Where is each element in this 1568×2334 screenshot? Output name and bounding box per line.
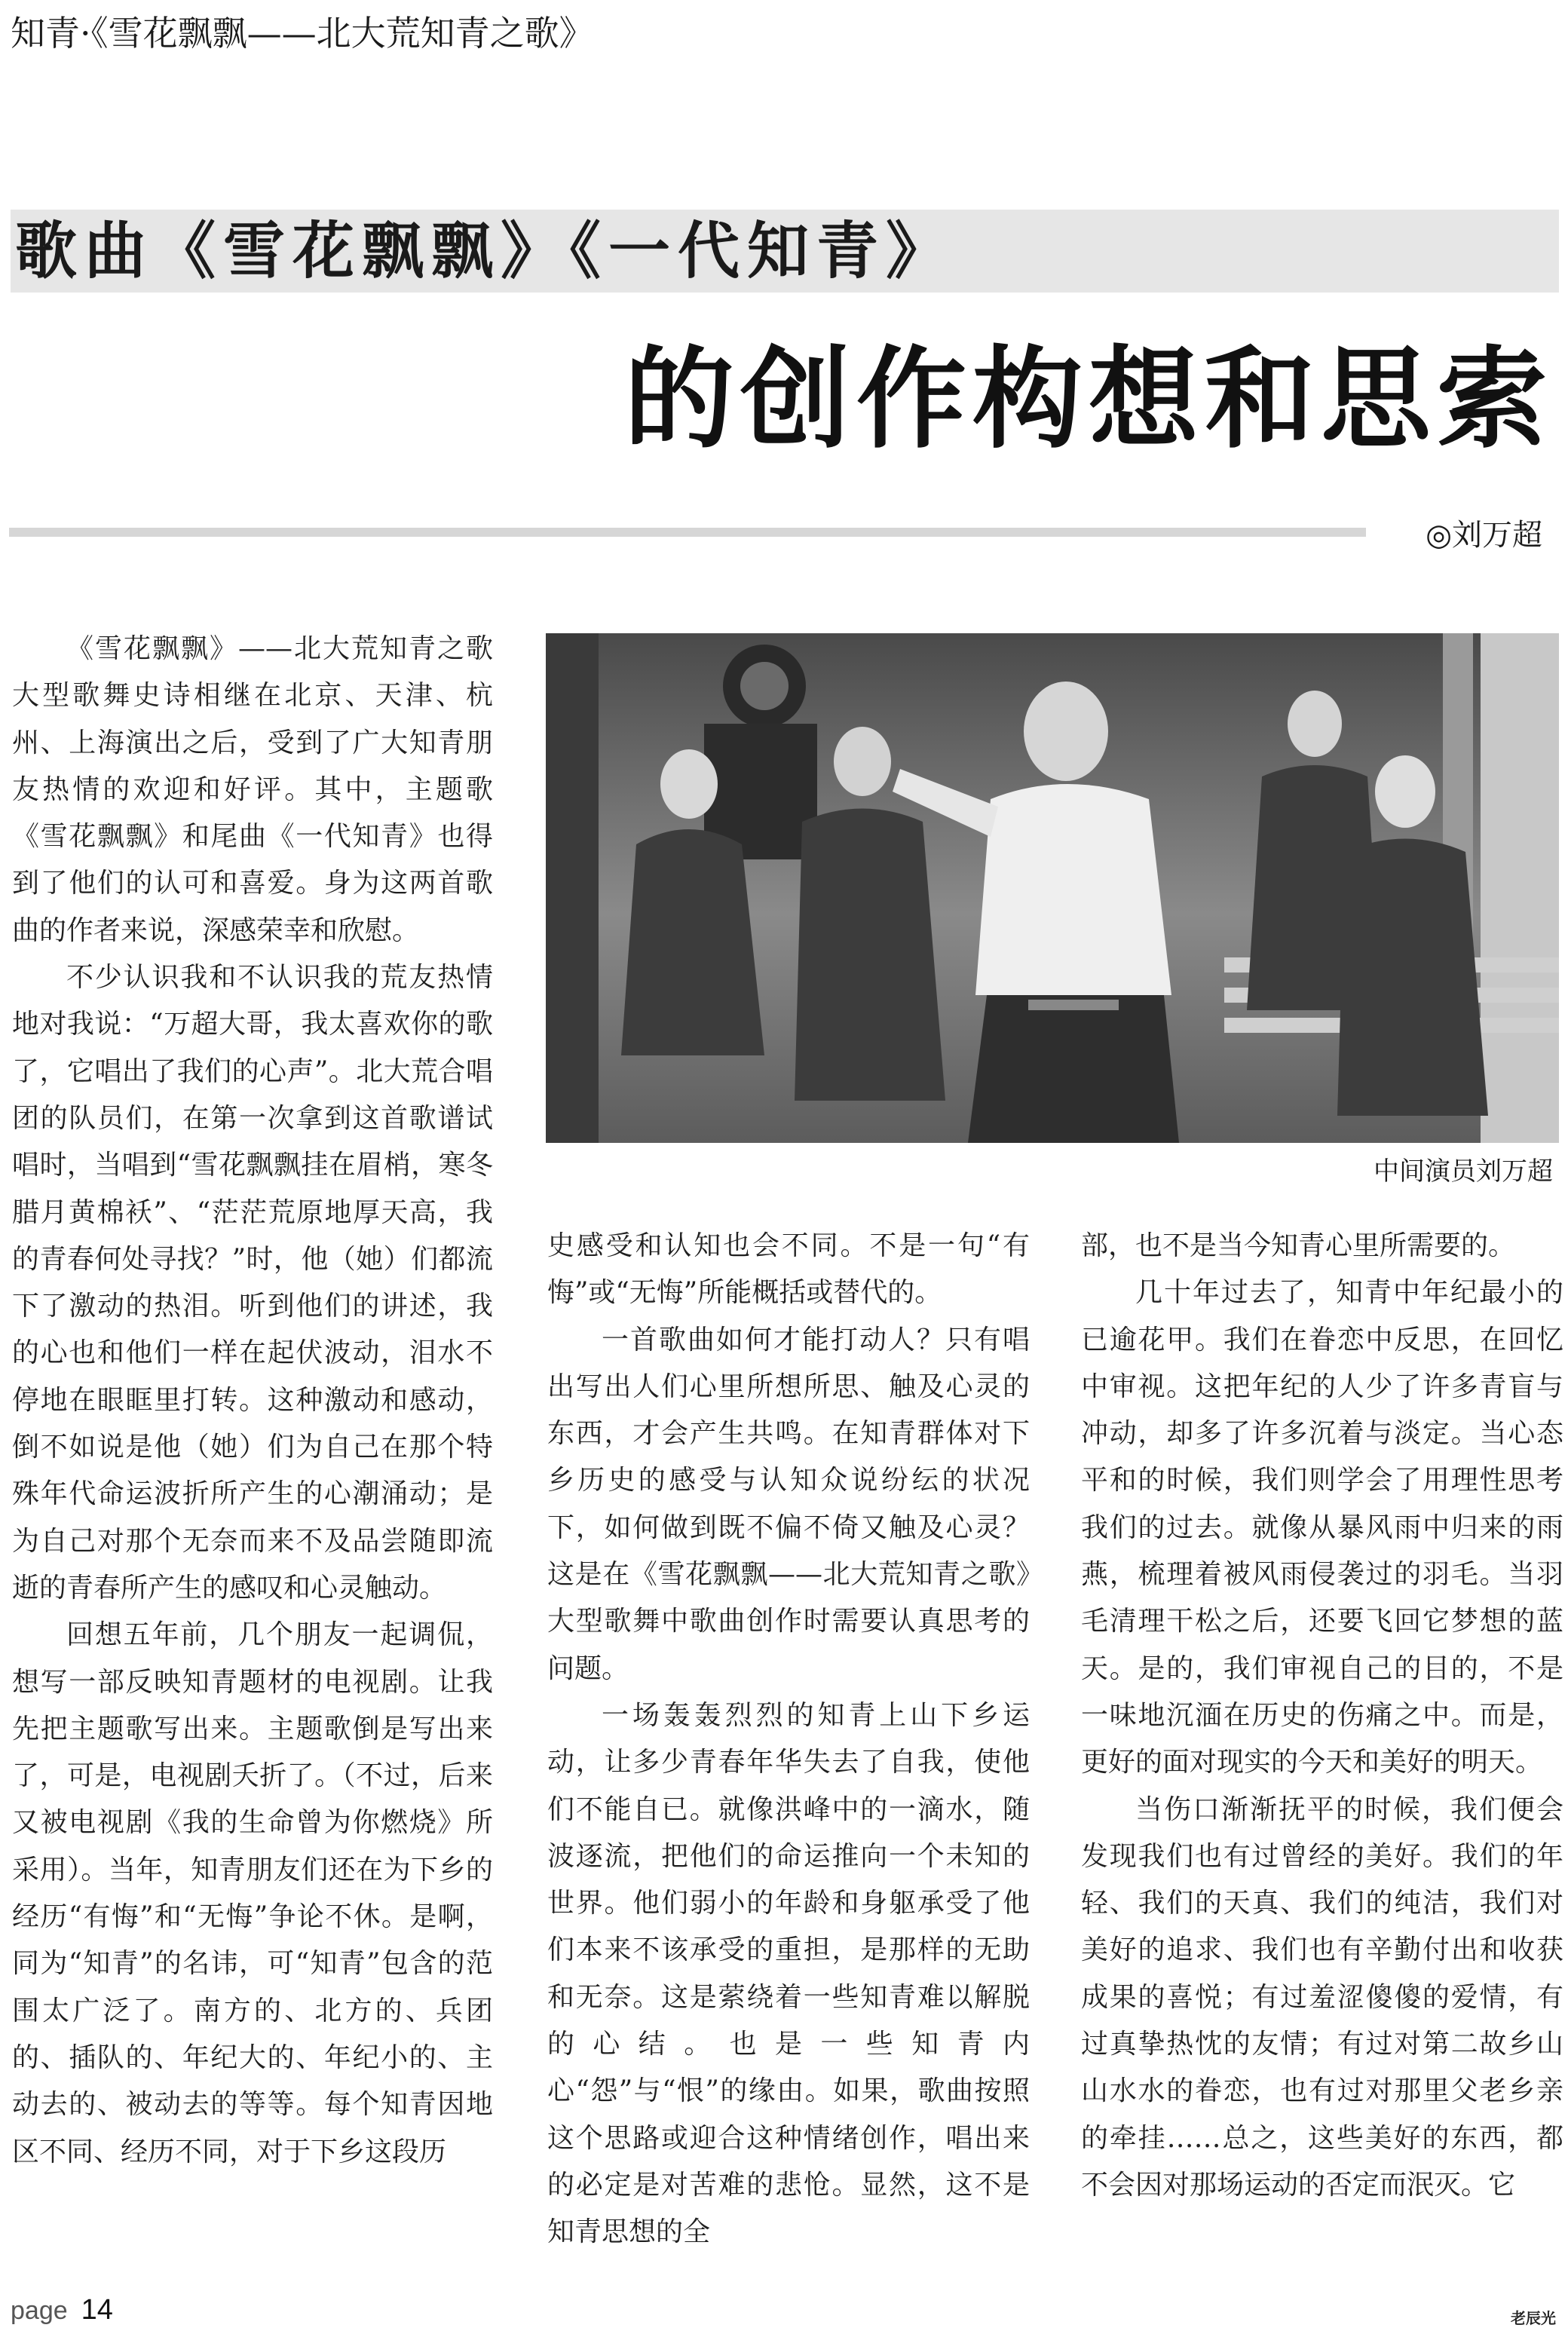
paragraph: 几十年过去了，知青中年纪最小的已逾花甲。我们在眷恋中反思，在回忆中审视。这把年纪的人少了许多青盲与冲动，却多了许多沉着与淡定。当心态平和的时候，我们则学会了用理性思考我们的过去。就像从暴风雨中归来的雨燕，梳理着被风雨侵袭过的羽毛。当羽毛清理干松之后，还要飞回它梦想的蓝天。是的，我们审视自己的目的，不是一味地沉湎在历史的伤痛之中。而是，更好的面对现实的今天和美好的明天。 (1081, 1277, 1563, 1778)
title-rule (9, 528, 1366, 537)
text-column-3 (1081, 1223, 1563, 2209)
author-byline: ◎刘万超 (1426, 518, 1542, 553)
performance-photo (546, 633, 1559, 1143)
paragraph: 回想五年前，几个朋友一起调侃，想写一部反映知青题材的电视剧。让我先把主题歌写出来。主题歌倒是写出来了，可是，电视剧夭折了。（不过，后来又被电视剧《我的生命曾为你燃烧》所采用）。当年，知青朋友们还在为下乡的经历“有悔”和“无悔”争论不休。是啊，同为“知青”的名讳，可“知青”包含的范围太广泛了。南方的、北方的、兵团的、插队的、年纪大的、年纪小的、主动去的、被动去的等等。每个知青因地区不同、经历不同，对于下乡这段历 (12, 1619, 493, 2167)
paragraph: 一首歌曲如何才能打动人？只有唱出写出人们心里所想所思、触及心灵的东西，才会产生共鸣。在知青群体对下乡历史的感受与认知众说纷纭的状况下，如何做到既不偏不倚又触及心灵？这是在《雪花飘飘——北大荒知青之歌》大型歌舞中歌曲创作时需要认真思考的问题。 (547, 1324, 1030, 1684)
page-number (11, 2289, 113, 2331)
paragraph: 部，也不是当今知青心里所需要的。 (1081, 1230, 1516, 1261)
paragraph: 不少认识我和不认识我的荒友热情地对我说：“万超大哥，我太喜欢你的歌了，它唱出了我们的心声”。北大荒合唱团的队员们，在第一次拿到这首歌谱试唱时，当唱到“雪花飘飘挂在眉梢，寒冬腊月黄棉袄”、“茫茫荒原地厚天高，我的青春何处寻找？”时，他（她）们都流下了激动的热泪。听到他们的讲述，我的心也和他们一样在起伏波动，泪水不停地在眼眶里打转。这种激动和感动，倒不如说是他（她）们为自己在那个特殊年代命运波折所产生的心潮涌动；是为自己对那个无奈而来不及品尝随即流逝的青春所产生的感叹和心灵触动。 (12, 962, 493, 1603)
text-column-1 (12, 626, 493, 2176)
paragraph: 史感受和认知也会不同。不是一句“有悔”或“无悔”所能概括或替代的。 (547, 1230, 1030, 1309)
photo-caption: 中间演员刘万超 (1374, 1156, 1553, 1187)
article-title-line1: 歌曲《雪花飘飘》《一代知青》 (15, 215, 956, 287)
page-label: page (11, 2296, 68, 2325)
running-header: 知青·《雪花飘飘——北大荒知青之歌》 (11, 13, 594, 54)
paragraph: 一场轰轰烈烈的知青上山下乡运动，让多少青春年华失去了自我，使他们不能自已。就像洪峰中的一滴水，随波逐流，把他们的命运推向一个未知的世界。他们弱小的年龄和身躯承受了他们本来不该承受的重担，是那样的无助和无奈。这是萦绕着一些知青难以解脱的心结。也是一些知青内心“怨”与“恨”的缘由。如果，歌曲按照这个思路或迎合这种情绪创作，唱出来的必定是对苦难的悲怆。显然，这不是知青思想的全 (547, 1699, 1030, 2248)
performance-photo-image (546, 633, 1559, 1143)
paragraph: 当伤口渐渐抚平的时候，我们便会发现我们也有过曾经的美好。我们的年轻、我们的天真、我们的纯洁，我们对美好的追求、我们也有辛勤付出和收获成果的喜悦；有过羞涩傻傻的爱情，有过真挚热忱的友情；有过对第二故乡山山水水的眷恋，也有过对那里父老乡亲的牵挂……总之，这些美好的东西，都不会因对那场运动的否定而泯灭。它 (1081, 1793, 1563, 2201)
paragraph: 《雪花飘飘》——北大荒知青之歌大型歌舞史诗相继在北京、天津、杭州、上海演出之后，受到了广大知青朋友热情的欢迎和好评。其中，主题歌《雪花飘飘》和尾曲《一代知青》也得到了他们的认可和喜爱。身为这两首歌曲的作者来说，深感荣幸和欣慰。 (12, 633, 493, 946)
article-title-line2: 的创作构想和思索 (624, 335, 1553, 464)
page-number-value: 14 (81, 2294, 113, 2326)
text-column-2 (547, 1223, 1030, 2256)
watermark: 老辰光 (1511, 2309, 1556, 2327)
